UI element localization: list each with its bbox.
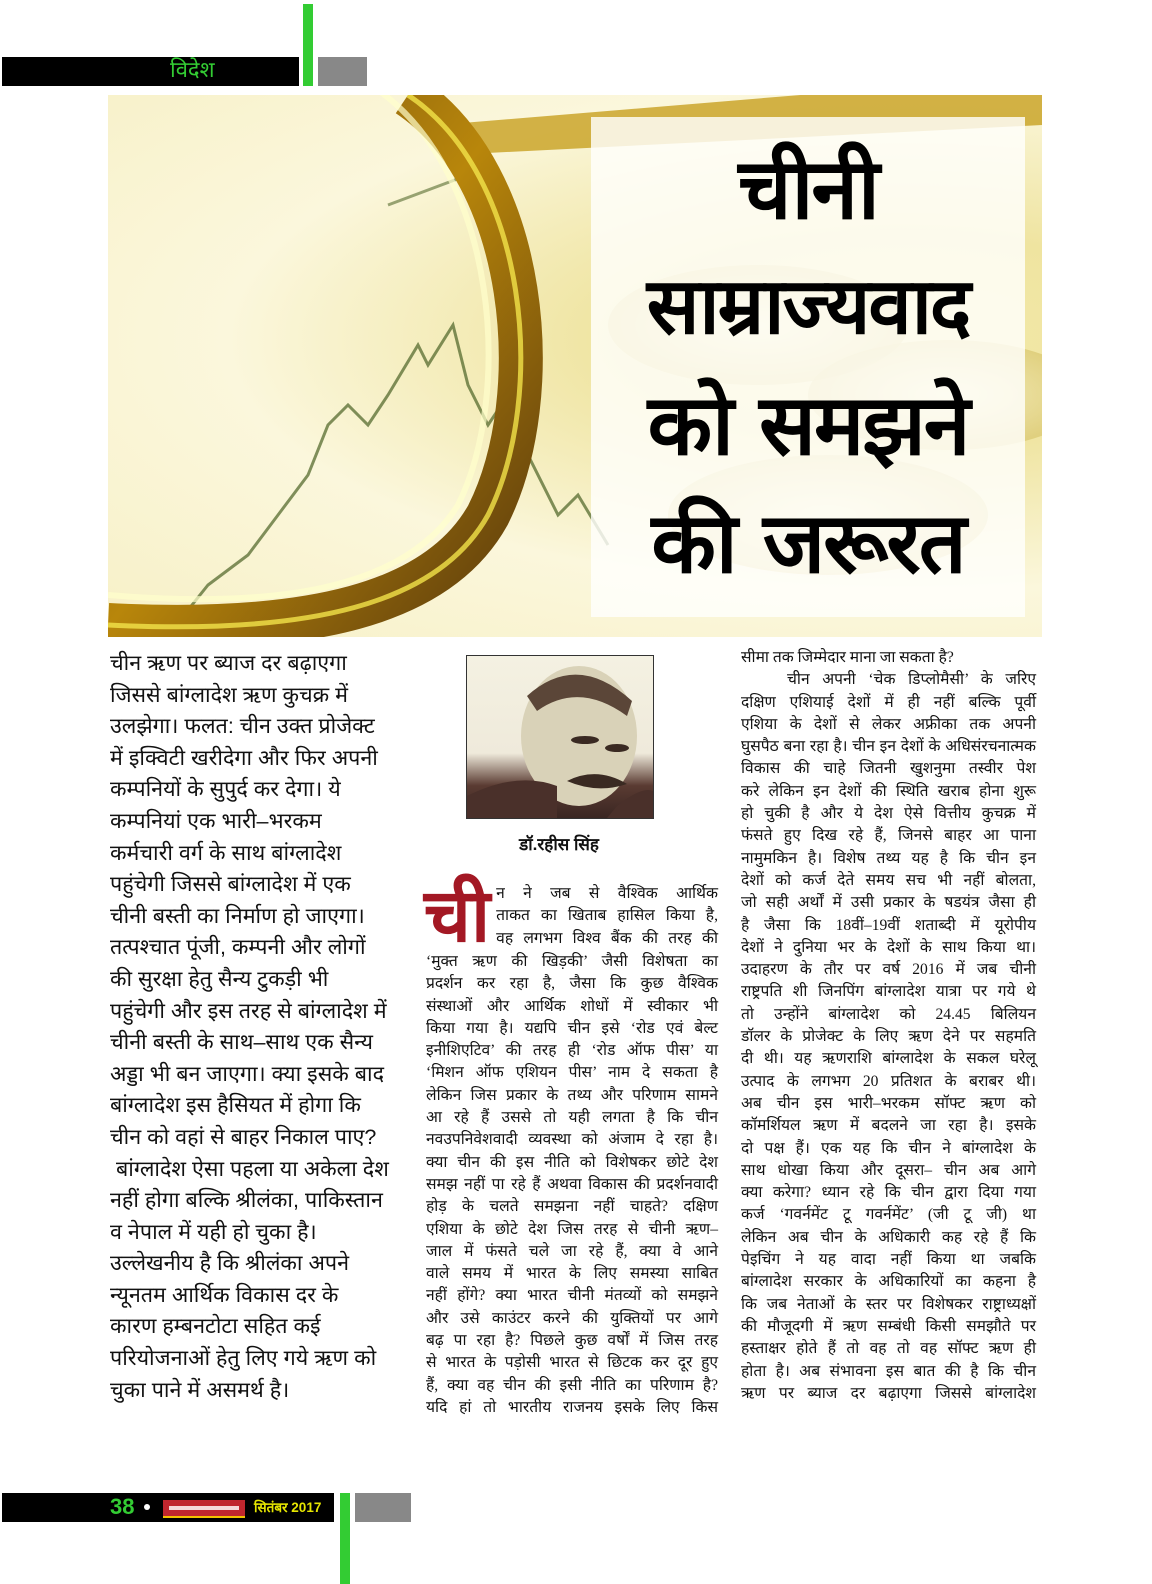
text-line: नामुमकिन है। विशेष तथ्य यह है कि चीन इन: [741, 849, 1036, 867]
text-line: ‘मुक्त ऋण की खिड़की’ जैसी विशेषता का: [426, 953, 718, 970]
article-column-right: [741, 647, 1036, 1405]
article-column-middle: [424, 873, 718, 1419]
headline: [591, 130, 1025, 602]
text-line: कॉमर्शियल ऋण में बदलने जा रहा है। इसके: [741, 1117, 1036, 1135]
text-line: तत्पश्चात पूंजी, कम्पनी और लोगों: [110, 935, 366, 960]
author-portrait-icon: [467, 656, 653, 818]
bullet-separator-icon: [144, 1504, 150, 1510]
text-line: तो उन्होंने बांग्लादेश को 24.45 बिलियन: [741, 1005, 1036, 1023]
author-photo: [466, 655, 654, 819]
text-line: की सुरक्षा हेतु सैन्य टुकड़ी भी: [110, 966, 329, 991]
text-line: देशों ने दुनिया भर के देशों के साथ किया था।: [741, 938, 1036, 956]
text-line: घुसपैठ बना रहा है। चीन इन देशों के अधिसंरचनात्मक: [741, 738, 1036, 756]
text-line: वाले समय में भारत के लिए समस्या साबित: [426, 1265, 718, 1283]
text-line: चीनी बस्ती के साथ–साथ एक सैन्य: [110, 1030, 373, 1055]
text-line: जो सही अर्थों में उसी प्रकार के षडयंत्र जैसा ही: [741, 894, 1036, 912]
text-line: देशों को कर्ज देते समय सच भी नहीं बोलता,: [741, 871, 1036, 889]
text-line: ऋण पर ब्याज दर बढ़ाएगा जिससे बांग्लादेश: [741, 1384, 1036, 1402]
text-line: नहीं होंगे? क्या भारत चीनी मंतव्यों को समझने: [426, 1287, 718, 1305]
text-line: साथ धोखा किया और दूसरा– चीन अब आगे: [741, 1161, 1036, 1179]
text-line: कि जब नेताओं के स्तर पर विशेषकर राष्ट्राध्यक्षों: [741, 1295, 1036, 1313]
text-line: डॉलर के प्रोजेक्ट के लिए ऋण देने पर सहमति: [741, 1028, 1036, 1046]
text-line: से भारत के पड़ोसी भारत से छिटक कर दूर हुए: [426, 1354, 718, 1372]
text-line: और उसे काउंटर करने की युक्तियों पर आगे: [426, 1309, 718, 1327]
text-line: सीमा तक जिम्मेदार माना जा सकता है?: [741, 649, 954, 666]
text-line: हस्ताक्षर होते हैं तो वह तो वह सॉफ्ट ऋण ही: [741, 1340, 1036, 1358]
text-line: उत्पाद के लगभग 20 प्रतिशत के बराबर थी।: [741, 1072, 1036, 1090]
text-line: न्यूनतम आर्थिक विकास दर के: [110, 1282, 339, 1307]
text-line: चीनी बस्ती का निर्माण हो जाएगा।: [110, 903, 365, 928]
text-line: ताकत का खिताब हासिल किया है,: [496, 907, 718, 925]
issue-date: सितंबर 2017: [254, 1500, 322, 1515]
text-line: चुका पाने में असमर्थ है।: [110, 1377, 290, 1402]
text-line: कारण हम्बनटोटा सहित कई: [110, 1314, 321, 1339]
header-gray-block: [318, 57, 367, 86]
text-line: लेकिन अब चीन के अधिकारी कह रहे हैं कि: [741, 1228, 1036, 1246]
text-line: अड्डा भी बन जाएगा। क्या इसके बाद: [110, 1061, 385, 1086]
page-number: 38: [110, 1494, 135, 1519]
text-line: आ रहे हैं उससे तो यही लगता है कि चीन: [426, 1109, 718, 1127]
text-line: चीन ऋण पर ब्याज दर बढ़ाएगा: [110, 651, 347, 675]
text-line: वह लगभग विश्व बैंक की तरह की: [496, 929, 718, 947]
text-line: कर्ज ‘गवर्नमेंट टू गवर्नमेंट’ (जी टू जी) था: [741, 1206, 1036, 1224]
headline-line: चीनी: [738, 140, 878, 238]
section-header-bar: [2, 57, 299, 86]
text-line: हैं, क्या वह चीन की इसी नीति का परिणाम है?: [426, 1376, 718, 1394]
text-line: एशिया के देशों से लेकर अफ्रीका तक अपनी: [741, 715, 1036, 733]
text-line: चीन को वहां से बाहर निकाल पाए?: [110, 1124, 377, 1149]
text-line: लेकिन जिस प्रकार के तथ्य और परिणाम सामने: [426, 1086, 718, 1104]
text-line: व नेपाल में यही हो चुका है।: [110, 1219, 317, 1244]
headline-line: को समझने: [647, 376, 969, 474]
text-line: क्या चीन की इस नीति को विशेषकर छोटे देश: [426, 1153, 718, 1171]
text-line: परियोजनाओं हेतु लिए गये ऋण को: [110, 1346, 377, 1371]
text-line: फंसते हुए दिख रहे हैं, जिनसे बाहर आ पाना: [741, 827, 1036, 845]
section-label: विदेश: [170, 58, 215, 83]
headline-line: की जरूरत: [651, 494, 965, 592]
text-line: ‘मिशन ऑफ एशियन पीस’ नाम दे सकता है: [426, 1064, 718, 1082]
text-line: उल्लेखनीय है कि श्रीलंका अपने: [110, 1251, 350, 1276]
text-line: कम्पनियों के सुपुर्द कर देगा। ये: [110, 777, 341, 802]
text-line: कम्पनियां एक भारी–भरकम: [110, 808, 322, 833]
text-line: जिससे बांग्लादेश ऋण कुचक्र में: [110, 682, 348, 707]
text-line: राष्ट्रपति शी जिनपिंग बांग्लादेश यात्रा पर गये थे: [741, 983, 1036, 1001]
text-line: चीन अपनी ‘चेक डिप्लोमैसी’ के जरिए: [787, 671, 1036, 689]
footer-gray-block: [355, 1493, 411, 1522]
text-line: पहुंचेगी जिससे बांग्लादेश में एक: [110, 872, 351, 897]
text-line: दक्षिण एशियाई देशों में ही नहीं बल्कि पूर्वी: [741, 693, 1036, 711]
text-line: बढ़ पा रहा है? पिछले कुछ वर्षों में जिस तरह: [426, 1332, 718, 1350]
text-line: संस्थाओं और आर्थिक शोधों में स्वीकार भी: [426, 997, 718, 1015]
text-line: बांग्लादेश सरकार के अधिकारियों का कहना है: [741, 1273, 1036, 1291]
text-line: समझ नहीं पा रहे हैं अथवा विकास की प्रदर्शनवादी: [426, 1175, 718, 1193]
text-line: प्रदर्शन कर रहा है, जैसा कि कुछ वैश्विक: [426, 975, 718, 993]
drop-cap: ची: [424, 873, 491, 959]
text-line: की मौजूदगी में ऋण सम्बंधी किसी समझौते पर: [741, 1317, 1036, 1335]
text-line: करे लेकिन इन देशों की स्थिति खराब होना शुरू: [741, 782, 1036, 800]
text-line: नहीं होगा बल्कि श्रीलंका, पाकिस्तान: [110, 1188, 383, 1213]
text-line: कर्मचारी वर्ग के साथ बांग्लादेश: [110, 840, 342, 865]
text-line: होड़ के चलते समझना नहीं चाहते? दक्षिण: [426, 1198, 718, 1216]
text-line: इनीशिएटिव’ की तरह ही ‘रोड ऑफ पीस’ या: [426, 1042, 718, 1060]
text-line: एशिया के छोटे देश जिस तरह से चीनी ऋण–: [426, 1220, 718, 1238]
text-line: न ने जब से वैश्विक आर्थिक: [496, 885, 718, 902]
text-line: उलझेगा। फलत: चीन उक्त प्रोजेक्ट: [110, 714, 375, 739]
header-green-accent: [303, 4, 313, 86]
text-line: विकास की चाहे जितनी खुशनुमा तस्वीर पेश: [741, 760, 1036, 778]
text-line: होता है। अब संभावना इस बात की है कि चीन: [741, 1362, 1036, 1380]
text-line: किया गया है। यद्यपि चीन इसे ‘रोड एवं बेल्ट: [426, 1019, 718, 1037]
author-byline: डॉ.रहीस सिंह: [519, 835, 599, 854]
text-line: क्या करेगा? ध्यान रहे कि चीन द्वारा दिया गया: [741, 1184, 1036, 1202]
text-line: अब चीन इस भारी–भरकम सॉफ्ट ऋण को: [741, 1094, 1036, 1112]
headline-line: साम्राज्यवाद: [646, 262, 970, 352]
footer-green-accent: [340, 1493, 350, 1584]
text-line: पहुंचेगी और इस तरह से बांग्लादेश में: [110, 998, 387, 1023]
text-line: दी थी। यह ऋणराशि बांग्लादेश के सकल घरेलू: [741, 1050, 1036, 1068]
text-line: यदि हां तो भारतीय राजनय इसके लिए किस: [426, 1398, 718, 1416]
text-line: में इक्विटी खरीदेगा और फिर अपनी: [110, 745, 378, 770]
text-line: बांग्लादेश ऐसा पहला या अकेला देश: [110, 1156, 389, 1181]
text-line: जाल में फंसते चले जा रहे हैं, क्या वे आने: [426, 1242, 718, 1260]
magazine-logo-icon: [163, 1500, 245, 1518]
article-column-left: [110, 648, 410, 1406]
text-line: दो पक्ष हैं। एक यह कि चीन ने बांग्लादेश के: [741, 1139, 1036, 1157]
text-line: पेइचिंग ने यह वादा नहीं किया था जबकि: [741, 1251, 1036, 1269]
text-line: नवउपनिवेशवादी व्यवस्था को अंजाम दे रहा है।: [426, 1131, 718, 1149]
text-line: है जैसा कि 18वीं–19वीं शताब्दी में यूरोपीय: [741, 916, 1036, 934]
text-line: हो चुकी है और ये देश ऐसे वित्तीय कुचक्र में: [741, 805, 1036, 823]
text-line: बांग्लादेश इस हैसियत में होगा कि: [110, 1093, 361, 1118]
text-line: उदाहरण के तौर पर वर्ष 2016 में जब चीनी: [741, 961, 1036, 979]
